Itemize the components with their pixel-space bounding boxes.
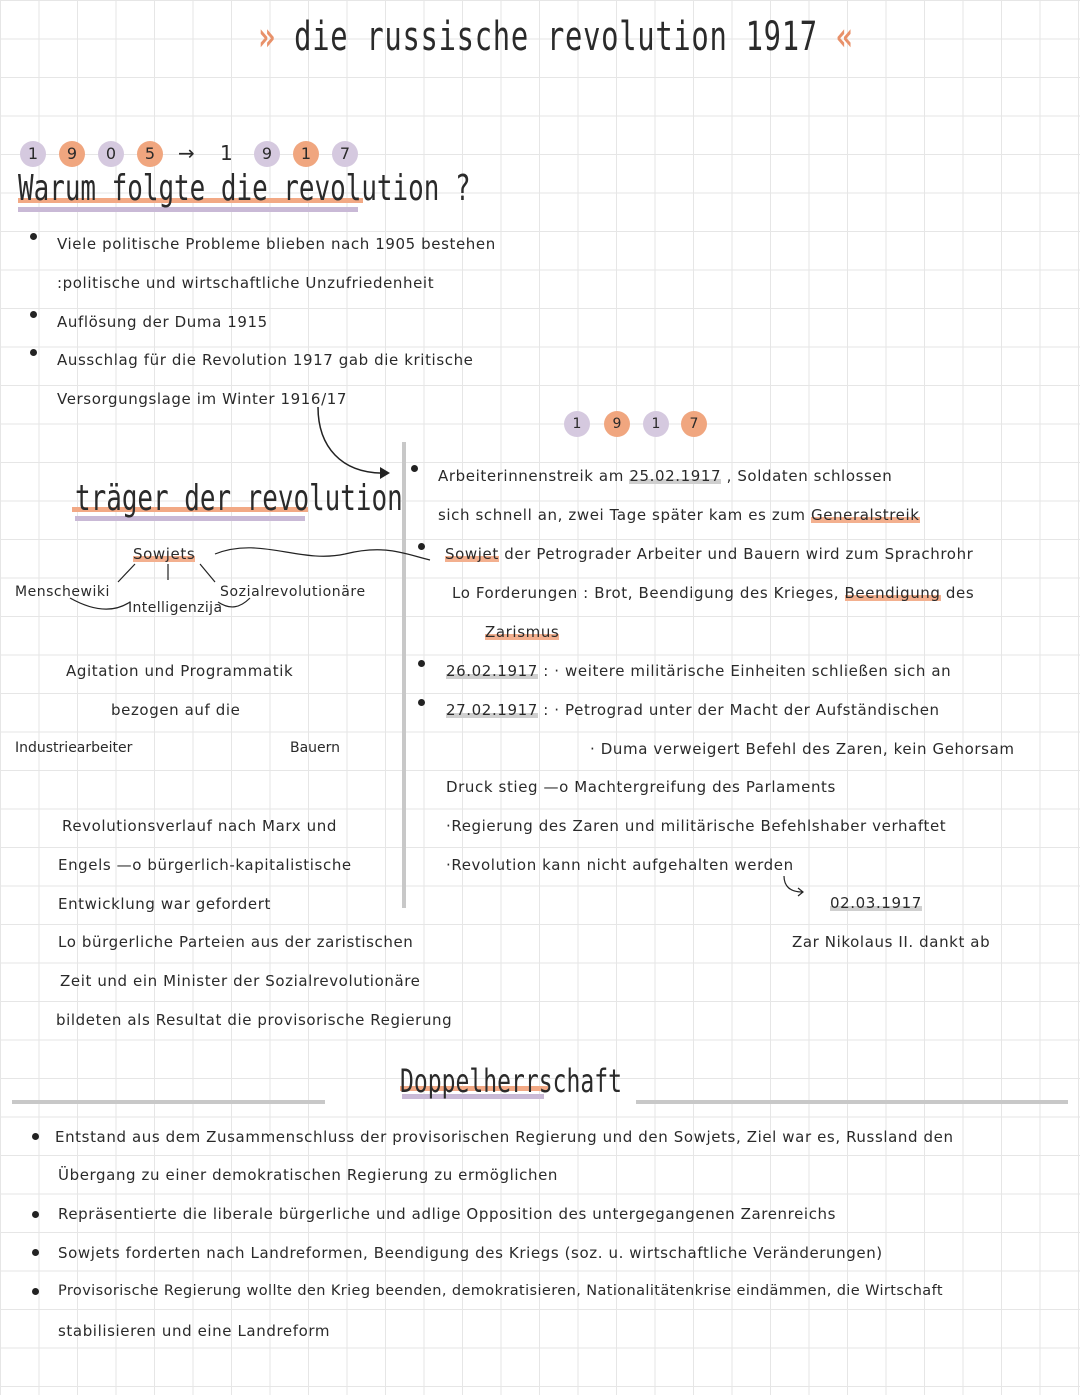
year-badge: 1	[643, 411, 669, 437]
year-badge: 7	[681, 411, 707, 437]
text-line: Sowjets forderten nach Landreformen, Beendigung des Kriegs (soz. u. wirtschaftliche Veränderungen)	[58, 1244, 883, 1262]
year-badge: 9	[604, 411, 630, 437]
text-line: :politische und wirtschaftliche Unzufriedenheit	[57, 274, 435, 292]
page-title	[258, 14, 854, 60]
curved-arrow-icon	[300, 405, 400, 485]
text-line: Versorgungslage im Winter 1916/17	[57, 390, 348, 408]
text-line: Revolutionsverlauf nach Marx und	[62, 817, 337, 835]
year-badge: 0	[98, 141, 124, 167]
text-line: Zeit und ein Minister der Sozialrevolutionäre	[60, 972, 421, 990]
text-line: Viele politische Probleme blieben nach 1905 bestehen	[57, 235, 496, 253]
title-text: die russische revolution 1917	[294, 14, 818, 60]
bullet	[32, 1133, 39, 1140]
beendigung: Beendigung	[844, 584, 941, 602]
title-left-mark: »	[258, 14, 277, 60]
text: : · Petrograd unter der Macht der Aufständischen	[543, 701, 940, 719]
date-26-02: 26.02.1917	[446, 662, 538, 680]
bullet	[32, 1288, 39, 1295]
date-02-03: 02.03.1917	[830, 894, 922, 912]
year-digit: 1	[220, 141, 233, 165]
text-line: Entstand aus dem Zusammenschluss der provisorischen Regierung und den Sowjets, Ziel war es, Russland den	[55, 1128, 954, 1146]
text: der Petrograder Arbeiter und Bauern wird zum Sprachrohr	[504, 545, 974, 563]
sowjet: Sowjet	[445, 545, 499, 563]
event-line-5	[485, 623, 559, 641]
industriearbeiter: Industriearbeiter	[15, 740, 133, 756]
bullet	[30, 311, 37, 318]
divider-left	[12, 1100, 325, 1104]
bullet	[30, 233, 37, 240]
text-line: Repräsentierte die liberale bürgerliche und adlige Opposition des untergegangenen Zarenreichs	[58, 1205, 837, 1223]
text: , Soldaten schlossen	[726, 467, 893, 485]
text-line: Übergang zu einer demokratischen Regierung zu ermöglichen	[58, 1166, 559, 1184]
small-arrow-icon	[780, 874, 810, 898]
bullet	[32, 1211, 39, 1218]
event-line-3	[445, 545, 973, 563]
year-arrow: →	[178, 141, 195, 165]
section-heading-traeger: träger der revolution	[75, 478, 403, 519]
text-line: Entwicklung war gefordert	[58, 895, 272, 913]
event-line-2	[438, 506, 920, 524]
event-line-6	[446, 662, 951, 680]
text-line: Provisorische Regierung wollte den Krieg beenden, demokratisieren, Nationalitätenkrise eindämmen, die Wirtschaft	[58, 1283, 943, 1299]
year-badge: 9	[254, 141, 280, 167]
bullet	[418, 699, 425, 706]
year-badge: 7	[332, 141, 358, 167]
bullet	[418, 543, 425, 550]
sowjets-label: Sowjets	[133, 545, 196, 563]
agitation-line-2: bezogen auf die	[111, 701, 241, 719]
text: sich schnell an, zwei Tage später kam es zum	[438, 506, 806, 524]
section-heading-warum: Warum folgte die revolution ?	[18, 168, 471, 209]
bullet	[411, 465, 418, 472]
zarismus: Zarismus	[485, 623, 560, 641]
bauern: Bauern	[290, 740, 341, 756]
event-line-1	[438, 467, 892, 485]
event-line-10: ·Regierung des Zaren und militärische Befehlshaber verhaftet	[446, 817, 947, 835]
year-badge: 9	[59, 141, 85, 167]
text-line: Lo bürgerliche Parteien aus der zaristischen	[58, 933, 414, 951]
text: des	[945, 584, 975, 602]
diagram-menschewiki: Menschewiki	[15, 584, 110, 600]
text-line: Engels —o bürgerlich-kapitalistische	[58, 856, 352, 874]
year-badge: 1	[20, 141, 46, 167]
text: Lo Forderungen : Brot, Beendigung des Krieges,	[452, 584, 840, 602]
text-line: bildeten als Resultat die provisorische Regierung	[56, 1011, 453, 1029]
title-right-mark: «	[835, 14, 854, 60]
year-badge: 5	[137, 141, 163, 167]
agitation-line-1: Agitation und Programmatik	[66, 662, 294, 680]
date-25-02: 25.02.1917	[629, 467, 722, 485]
event-line-9: Druck stieg —o Machtergreifung des Parlaments	[446, 778, 836, 796]
end-date	[830, 894, 922, 912]
text: Arbeiterinnenstreik am	[438, 467, 624, 485]
text-line: Ausschlag für die Revolution 1917 gab die kritische	[57, 351, 474, 369]
event-line-11: ·Revolution kann nicht aufgehalten werden	[446, 856, 794, 874]
text-line: Auflösung der Duma 1915	[57, 313, 268, 331]
diagram-sozialrevolutionaere: Sozialrevolutionäre	[220, 584, 366, 600]
year-badge: 1	[564, 411, 590, 437]
text: : · weitere militärische Einheiten schließen sich an	[543, 662, 952, 680]
bullet	[30, 349, 37, 356]
event-line-4	[452, 584, 974, 602]
event-line-8: · Duma verweigert Befehl des Zaren, kein Gehorsam	[590, 740, 1015, 758]
end-text: Zar Nikolaus II. dankt ab	[792, 933, 991, 951]
date-27-02: 27.02.1917	[446, 701, 538, 719]
text-line: stabilisieren und eine Landreform	[58, 1322, 331, 1340]
bullet	[418, 660, 425, 667]
event-line-7	[446, 701, 940, 719]
year-badge: 1	[293, 141, 319, 167]
diagram-intelligenzija: Intelligenzija	[128, 600, 223, 616]
divider-right	[636, 1100, 1068, 1104]
section-heading-doppelherrschaft: Doppelherrschaft	[400, 1062, 622, 1100]
generalstreik: Generalstreik	[811, 506, 920, 524]
bullet	[32, 1249, 39, 1256]
